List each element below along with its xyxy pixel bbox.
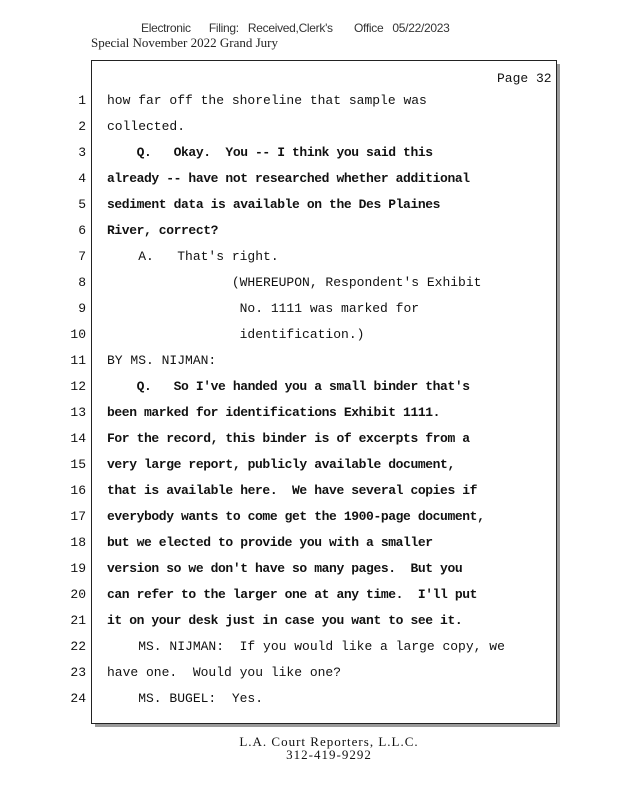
transcript-line: MS. NIJMAN: If you would like a large copy, we bbox=[107, 639, 505, 654]
transcript-line: River, correct? bbox=[107, 223, 219, 238]
transcript-line: have one. Would you like one? bbox=[107, 665, 342, 680]
transcript-line: it on your desk just in case you want to see it. bbox=[107, 613, 463, 628]
transcript-line: BY MS. NIJMAN: bbox=[107, 353, 217, 368]
transcript-line: No. 1111 was marked for bbox=[107, 301, 420, 316]
line-number: 10 bbox=[70, 327, 86, 342]
line-number: 20 bbox=[70, 587, 86, 602]
page-number: Page 32 bbox=[497, 71, 552, 86]
transcript-text bbox=[107, 88, 552, 712]
court-reporter-phone: 312-419-9292 bbox=[286, 747, 372, 762]
line-number: 21 bbox=[70, 613, 86, 628]
transcript-line: everybody wants to come get the 1900-page document, bbox=[107, 509, 485, 524]
line-number: 23 bbox=[70, 665, 86, 680]
transcript-line: identification.) bbox=[107, 327, 365, 342]
transcript-line: sediment data is available on the Des Plaines bbox=[107, 197, 441, 212]
transcript-line: MS. BUGEL: Yes. bbox=[107, 691, 264, 706]
line-number: 4 bbox=[78, 171, 86, 186]
line-number: 7 bbox=[78, 249, 86, 264]
line-number: 15 bbox=[70, 457, 86, 472]
line-number: 9 bbox=[78, 301, 86, 316]
transcript-line: already -- have not researched whether additional bbox=[107, 171, 470, 186]
line-number: 24 bbox=[70, 691, 86, 706]
line-number: 3 bbox=[78, 145, 86, 160]
transcript-line: that is available here. We have several copies if bbox=[107, 483, 478, 498]
court-reporter-name: L.A. Court Reporters, L.L.C. bbox=[239, 734, 419, 749]
line-number: 12 bbox=[70, 379, 86, 394]
line-number: 8 bbox=[78, 275, 86, 290]
line-number: 17 bbox=[70, 509, 86, 524]
transcript-line: but we elected to provide you with a smaller bbox=[107, 535, 433, 550]
line-number: 18 bbox=[70, 535, 86, 550]
line-number: 19 bbox=[70, 561, 86, 576]
transcript-line: been marked for identifications Exhibit 1111. bbox=[107, 405, 441, 420]
line-number: 16 bbox=[70, 483, 86, 498]
transcript-line: version so we don't have so many pages. But you bbox=[107, 561, 463, 576]
line-number: 6 bbox=[78, 223, 86, 238]
line-number: 2 bbox=[78, 119, 86, 134]
line-number-column bbox=[60, 88, 86, 712]
line-number: 1 bbox=[78, 93, 86, 108]
line-number: 13 bbox=[70, 405, 86, 420]
transcript-line: very large report, publicly available document, bbox=[107, 457, 455, 472]
line-number: 14 bbox=[70, 431, 86, 446]
line-number: 11 bbox=[70, 353, 86, 368]
transcript-line: Q. So I've handed you a small binder that's bbox=[107, 379, 470, 394]
document-title: Special November 2022 Grand Jury bbox=[91, 35, 279, 50]
line-number: 5 bbox=[78, 197, 86, 212]
filing-stamp: Electronic Filing: Received,Clerk's Office 05/22/2023 bbox=[141, 21, 450, 35]
transcript-line: (WHEREUPON, Respondent's Exhibit bbox=[107, 275, 482, 290]
line-number: 22 bbox=[70, 639, 86, 654]
transcript-line: Q. Okay. You -- I think you said this bbox=[107, 145, 433, 160]
transcript-line: A. That's right. bbox=[107, 249, 279, 264]
transcript-line: For the record, this binder is of excerpts from a bbox=[107, 431, 470, 446]
transcript-line: can refer to the larger one at any time. I'll put bbox=[107, 587, 478, 602]
transcript-line: collected. bbox=[107, 119, 186, 134]
transcript-line: how far off the shoreline that sample was bbox=[107, 93, 427, 108]
